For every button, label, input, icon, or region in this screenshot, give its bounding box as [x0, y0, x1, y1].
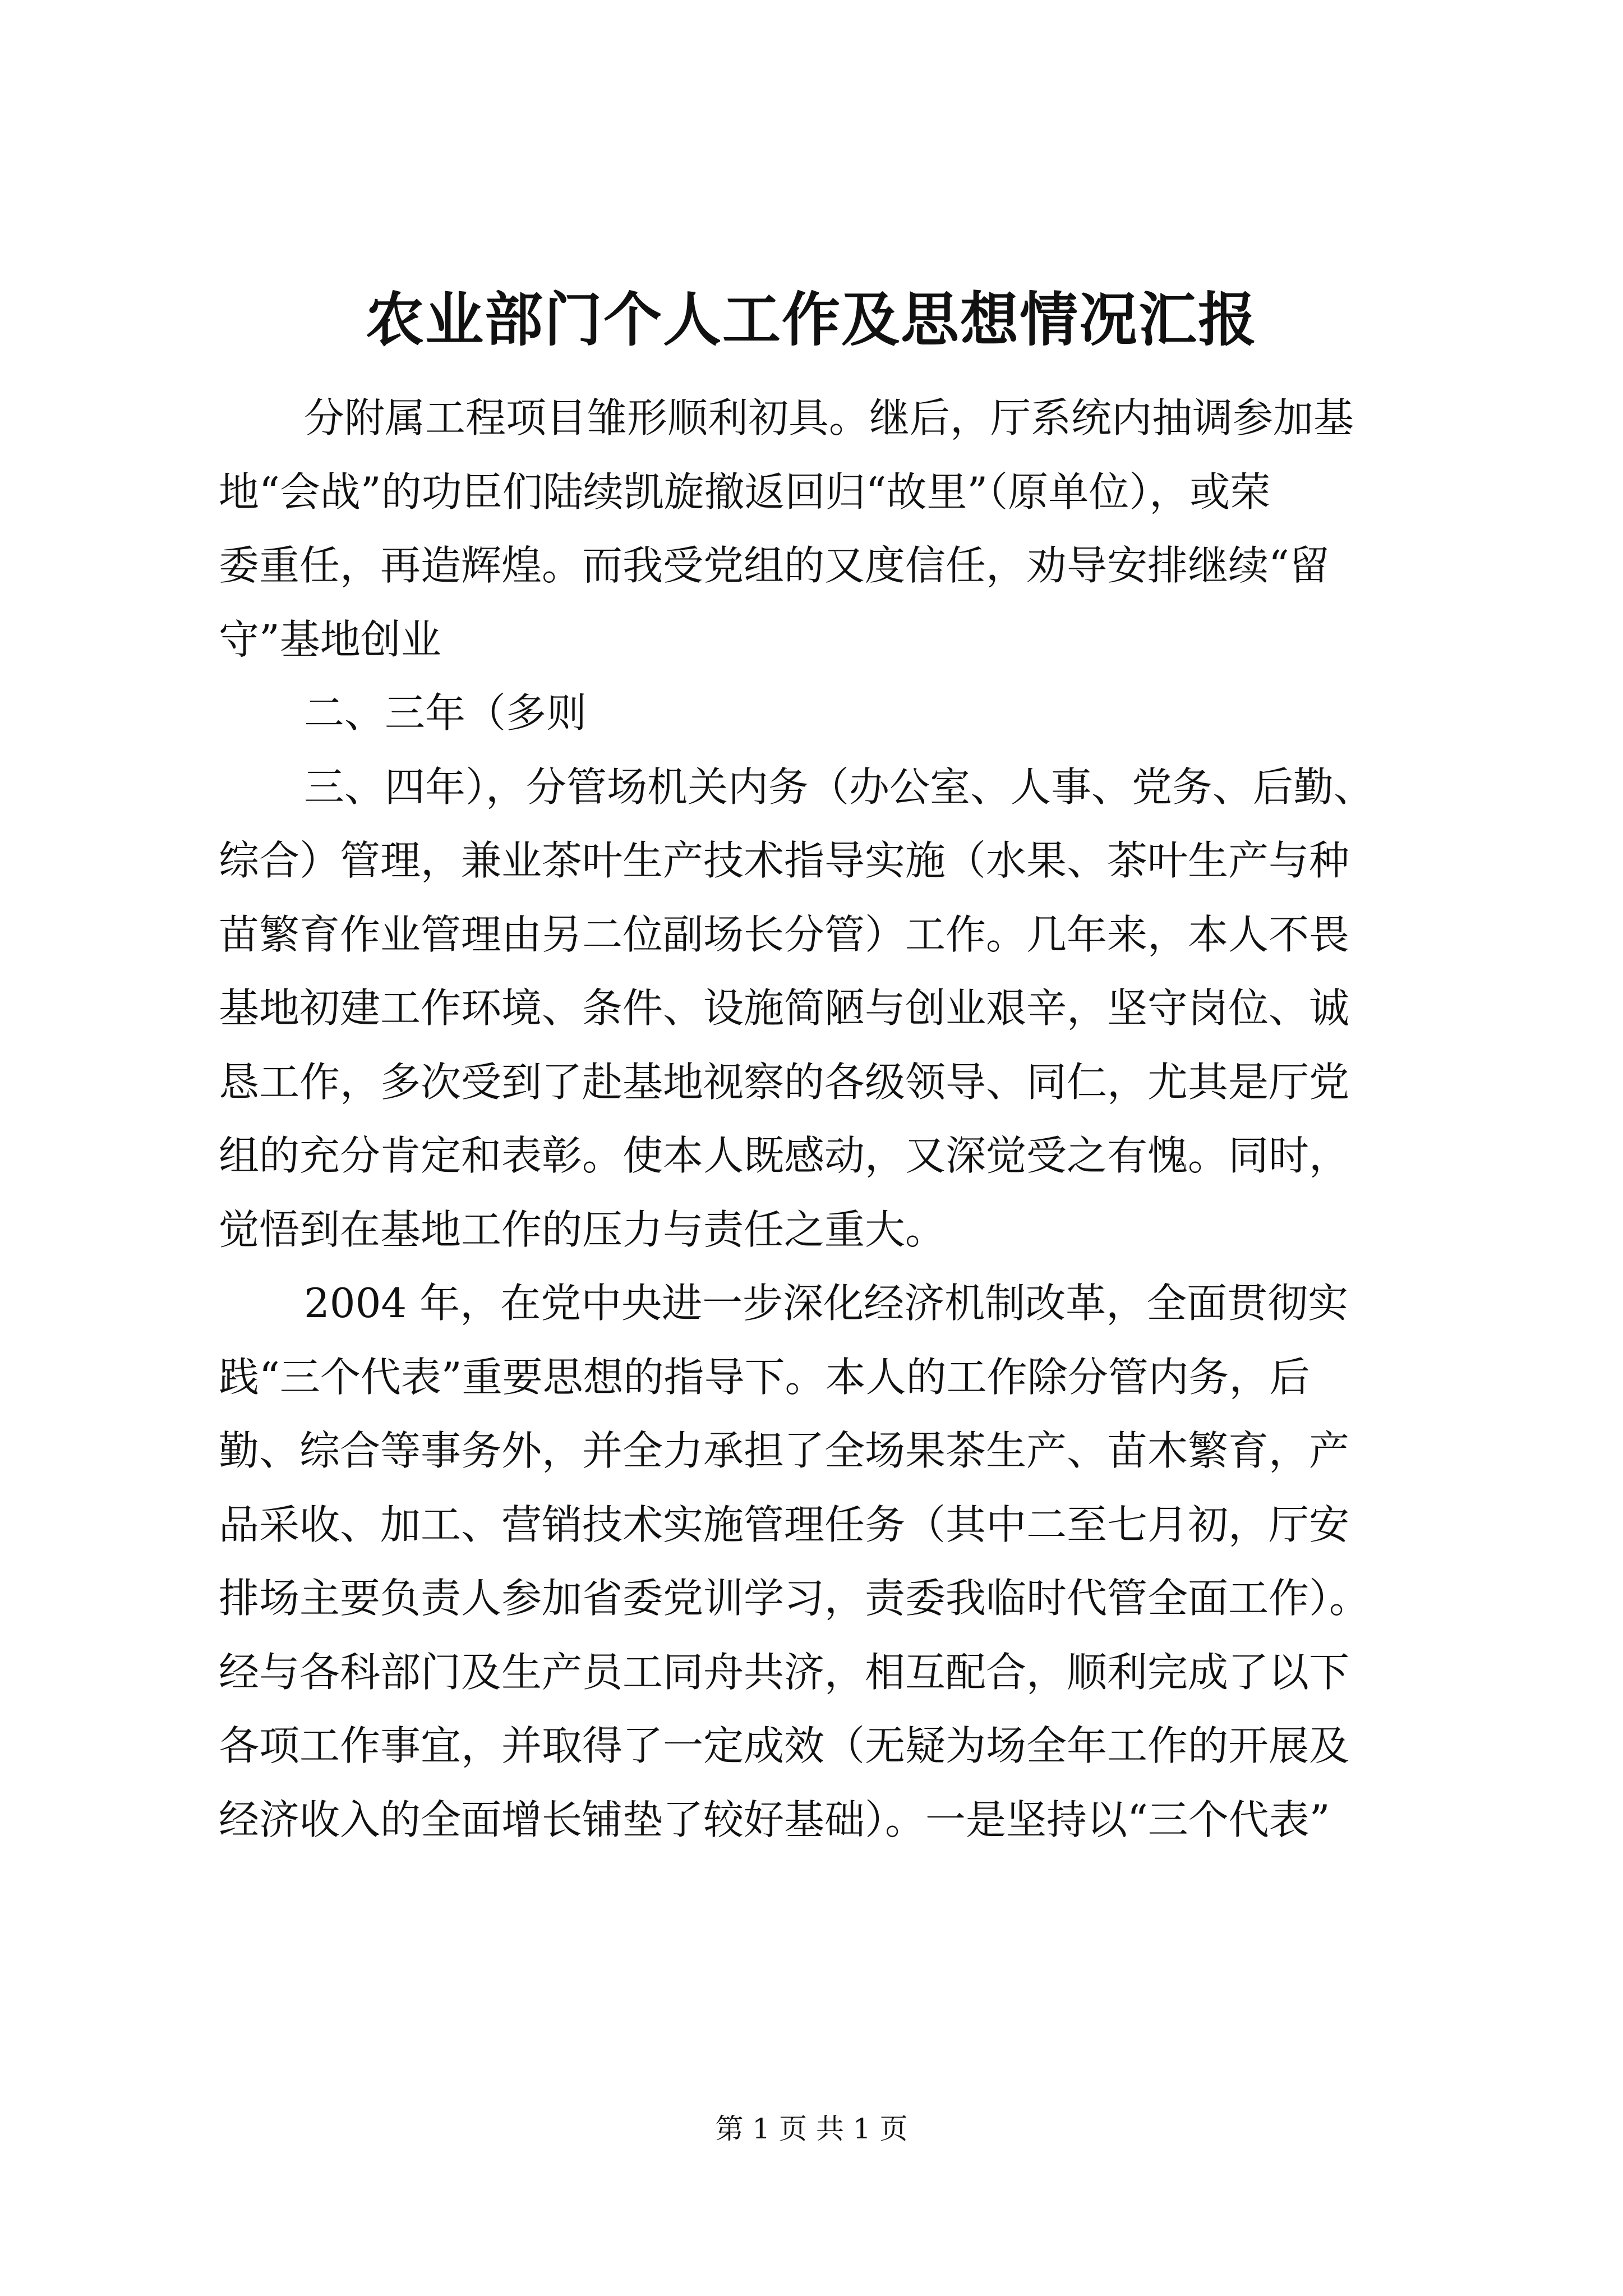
paragraph-line: 基地初建工作环境、条件、设施简陋与创业艰辛，坚守岗位、诚 — [219, 984, 1350, 1032]
paragraph-line: 觉悟到在基地工作的压力与责任之重大。 — [219, 1205, 946, 1253]
paragraph-line: 排场主要负责人参加省委党训学习，责委我临时代管全面工作）。 — [219, 1575, 1370, 1622]
paragraph-line: 守”基地创业 — [219, 615, 441, 663]
paragraph-line: 经与各科部门及生产员工同舟共济，相互配合，顺利完成了以下 — [219, 1648, 1350, 1696]
paragraph-line: 三、四年），分管场机关内务（办公室、人事、党务、后勤、 — [304, 763, 1375, 811]
paragraph-line: 苗繁育作业管理由另二位副场长分管）工作。几年来，本人不畏 — [219, 910, 1350, 958]
document-title: 农业部门个人工作及思想情况汇报 — [365, 285, 1257, 354]
paragraph-line: 经济收入的全面增长铺垫了较好基础）。一是坚持以“三个代表” — [219, 1796, 1330, 1843]
paragraph-line: 践“三个代表”重要思想的指导下。本人的工作除分管内务，后 — [219, 1353, 1310, 1401]
page-footer: 第 1 页 共 1 页 — [715, 2113, 908, 2145]
paragraph-line: 二、三年（多则 — [304, 689, 587, 737]
paragraph-line: 品采收、加工、营销技术实施管理任务（其中二至七月初，厅安 — [219, 1501, 1350, 1548]
document-body — [219, 381, 1424, 1857]
paragraph-line: 地“会战”的功臣们陆续凯旋撤返回归“故里”（原单位），或荣 — [219, 468, 1271, 516]
paragraph-line: 勤、综合等事务外，并全力承担了全场果茶生产、苗木繁育，产 — [219, 1427, 1350, 1474]
paragraph-line: 恳工作，多次受到了赴基地视察的各级领导、同仁，尤其是厅党 — [219, 1058, 1350, 1106]
paragraph-line: 2004 年，在党中央进一步深化经济机制改革，全面贯彻实 — [304, 1280, 1349, 1327]
paragraph-line: 分附属工程项目雏形顺利初具。继后，厅系统内抽调参加基 — [304, 394, 1354, 441]
paragraph-line: 组的充分肯定和表彰。使本人既感动，又深觉受之有愧。同时， — [219, 1132, 1350, 1179]
paragraph-line: 委重任，再造辉煌。而我受党组的又度信任，劝导安排继续“留 — [219, 542, 1330, 589]
paragraph-line: 各项工作事宜，并取得了一定成效（无疑为场全年工作的开展及 — [219, 1722, 1350, 1769]
paragraph-line: 综合）管理，兼业茶叶生产技术指导实施（水果、茶叶生产与种 — [219, 837, 1350, 884]
